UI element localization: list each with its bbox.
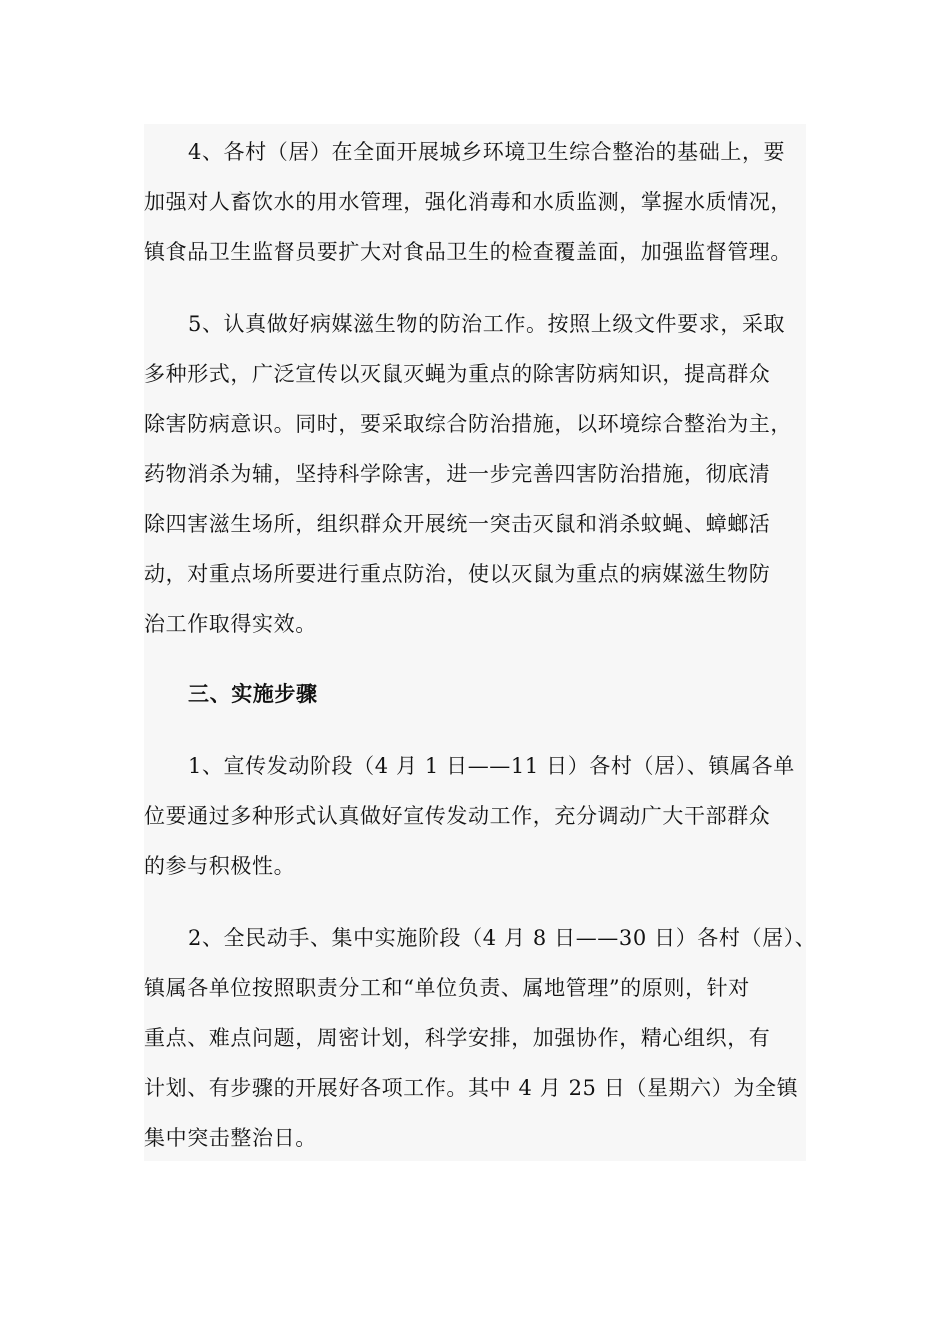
text-line: 计划、有步骤的开展好各项工作。其中 4 月 25 日（星期六）为全镇 <box>144 1076 799 1100</box>
text-line: 重点、难点问题，周密计划，科学安排，加强协作，精心组织，有 <box>144 1026 771 1050</box>
paragraph-item-5 <box>144 299 816 649</box>
text-line: 镇属各单位按照职责分工和“单位负责、属地管理”的原则，针对 <box>144 976 750 1000</box>
text-line: 除害防病意识。同时，要采取综合防治措施，以环境综合整治为主， <box>144 412 792 436</box>
paragraph-item-4 <box>144 127 816 277</box>
text-line: 多种形式，广泛宣传以灭鼠灭蝇为重点的除害防病知识，提高群众 <box>144 362 771 386</box>
section-heading <box>144 669 816 719</box>
text-line: 动，对重点场所要进行重点防治，使以灭鼠为重点的病媒滋生物防 <box>144 562 771 586</box>
paragraph-step-1 <box>144 741 816 891</box>
paragraph-step-2 <box>144 913 816 1163</box>
heading-text: 三、实施步骤 <box>188 681 318 706</box>
text-line: 4、各村（居）在全面开展城乡环境卫生综合整治的基础上，要 <box>188 140 786 164</box>
text-line: 的参与积极性。 <box>144 854 296 878</box>
text-line: 2、全民动手、集中实施阶段（4 月 8 日——30 日）各村（居）、 <box>188 926 817 950</box>
text-line: 位要通过多种形式认真做好宣传发动工作，充分调动广大干部群众 <box>144 804 771 828</box>
text-line: 除四害滋生场所，组织群众开展统一突击灭鼠和消杀蚊蝇、蟑螂活 <box>144 512 771 536</box>
text-line: 5、认真做好病媒滋生物的防治工作。按照上级文件要求，采取 <box>188 312 786 336</box>
document-body <box>144 124 817 1161</box>
text-line: 1、宣传发动阶段（4 月 1 日——11 日）各村（居）、镇属各单 <box>188 754 795 778</box>
text-line: 治工作取得实效。 <box>144 612 317 636</box>
text-line: 集中突击整治日。 <box>144 1126 317 1150</box>
text-line: 镇食品卫生监督员要扩大对食品卫生的检查覆盖面，加强监督管理。 <box>144 240 792 264</box>
text-line: 加强对人畜饮水的用水管理，强化消毒和水质监测，掌握水质情况， <box>144 190 792 214</box>
text-line: 药物消杀为辅，坚持科学除害，进一步完善四害防治措施，彻底清 <box>144 462 771 486</box>
